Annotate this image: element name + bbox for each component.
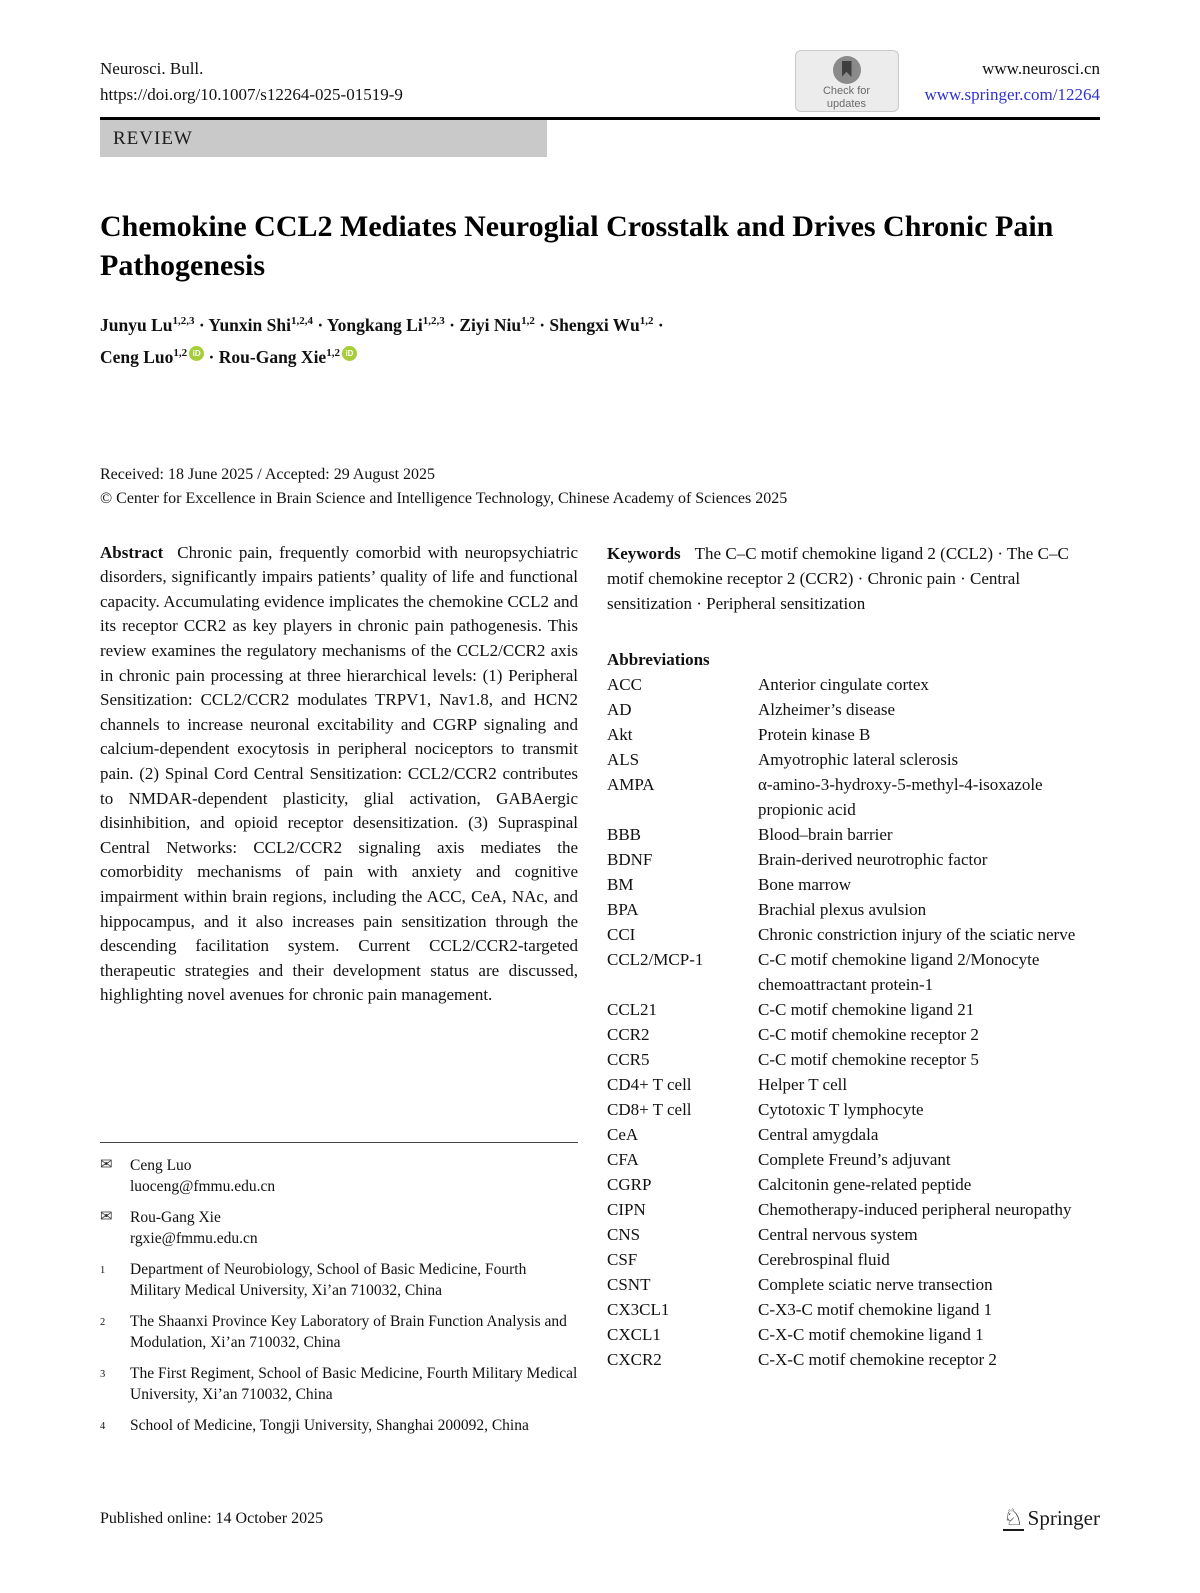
envelope-icon: ✉ bbox=[100, 1156, 113, 1173]
abbreviation-row bbox=[607, 1172, 1085, 1197]
keywords-paragraph bbox=[607, 541, 1085, 616]
abbreviation-row bbox=[607, 1347, 1085, 1372]
author: Yongkang Li$^{1,2,3}$ · bbox=[326, 314, 460, 335]
doi-link[interactable]: https://doi.org/10.1007/s12264-025-01519-9 bbox=[100, 85, 403, 104]
abbreviation-row bbox=[607, 897, 1085, 922]
author-affiliation-sup: 1,2 bbox=[521, 315, 535, 327]
abbreviation-term: AD bbox=[607, 699, 632, 719]
author-list bbox=[100, 307, 820, 371]
abbreviation-term: CFA bbox=[607, 1149, 639, 1169]
abbreviation-row bbox=[607, 872, 1085, 897]
journal-name: Neurosci. Bull. bbox=[100, 59, 204, 78]
page-header bbox=[100, 56, 1100, 112]
author: Shengxi Wu$^{1,2}$ · bbox=[549, 314, 664, 335]
springer-logo-text: Springer bbox=[1027, 1506, 1100, 1530]
author-name[interactable]: Rou-Gang Xie bbox=[218, 346, 327, 367]
abbreviation-row bbox=[607, 1122, 1085, 1147]
affiliation-item bbox=[100, 1259, 578, 1301]
orcid-icon[interactable]: iD bbox=[189, 346, 204, 361]
affiliation-number: 4 bbox=[100, 1420, 106, 1432]
abbreviation-row bbox=[607, 1272, 1085, 1297]
author-name[interactable]: Yunxin Shi bbox=[208, 314, 291, 335]
abbreviation-definition: Cerebrospinal fluid bbox=[758, 1249, 890, 1269]
abbreviation-definition: Cytotoxic T lymphocyte bbox=[758, 1099, 924, 1119]
abbreviation-definition: Brain-derived neurotrophic factor bbox=[758, 849, 988, 869]
abbreviation-term: CNS bbox=[607, 1224, 641, 1244]
affiliation-number: 2 bbox=[100, 1316, 106, 1328]
abbreviation-term: CCR2 bbox=[607, 1024, 650, 1044]
affiliation-item bbox=[100, 1311, 578, 1353]
abbreviation-definition: Calcitonin gene-related peptide bbox=[758, 1174, 972, 1194]
correspondence-item bbox=[100, 1207, 578, 1249]
author: Ceng Luo$^{1,2}$ iD · bbox=[100, 346, 219, 367]
author-affiliation-sup: 1,2 bbox=[173, 346, 188, 359]
affiliation-number: 3 bbox=[100, 1368, 106, 1380]
author: Junyu Lu$^{1,2,3}$ · bbox=[100, 314, 209, 335]
abbreviation-definition: Anterior cingulate cortex bbox=[758, 674, 929, 694]
abstract-text: Chronic pain, frequently comorbid with neuropsychiatric disorders, significantly impairs patients’ quality of life and functional capacity. Accumulating evidence implicates the chemokine CCL2 and its receptor CCR2 as key players in chronic pain pathogenesis. This review examines the regulatory mechanisms of the CCL2/CCR2 axis in chronic pain processing at three hierarchical levels: (1) Peripheral Sensitization: CCL2/CCR2 modulates TRPV1, Nav1.8, and HCN2 channels to increase neuronal excitability and CGRP signaling and calcium-dependent exocytosis in peripheral nociceptors to transmit pain. (2) Spinal Cord Central Sensitization: CCL2/CCR2 contributes to NMDAR-dependent plasticity, glial activation, GABAergic disinhibition, and opioid receptor desensitization. (3) Supraspinal Central Networks: CCL2/CCR2 signaling axis mediates the comorbidity mechanisms of pain with anxiety and cognitive impairment within brain regions, including the ACC, CeA, NAc, and hippocampus, and it also increases pain sensitization through the descending facilitation system. Current CCL2/CCR2-targeted therapeutic strategies and their development status are discussed, highlighting novel avenues for chronic pain management. bbox=[100, 542, 578, 1005]
abbreviation-row bbox=[607, 1222, 1085, 1247]
springer-logo bbox=[1003, 1506, 1100, 1531]
abbreviation-definition: Central amygdala bbox=[758, 1124, 879, 1144]
abbreviation-definition: Complete Freund’s adjuvant bbox=[758, 1149, 951, 1169]
abbreviation-row bbox=[607, 1197, 1085, 1222]
abbreviation-term: CGRP bbox=[607, 1174, 652, 1194]
affiliation-item bbox=[100, 1363, 578, 1405]
abbreviation-term: CCL21 bbox=[607, 999, 658, 1019]
abbreviation-row bbox=[607, 922, 1085, 947]
abbreviation-term: CX3CL1 bbox=[607, 1299, 670, 1319]
article-type-banner bbox=[100, 120, 547, 157]
affiliation-text: School of Medicine, Tongji University, Shanghai 200092, China bbox=[130, 1416, 529, 1434]
abbreviation-definition: Helper T cell bbox=[758, 1074, 848, 1094]
abbreviation-term: AMPA bbox=[607, 774, 655, 794]
author-name[interactable]: Ceng Luo bbox=[100, 346, 174, 367]
copyright-line: © Center for Excellence in Brain Science and Intelligence Technology, Chinese Academy of Sciences 2025 bbox=[100, 489, 788, 507]
abbreviation-row bbox=[607, 1147, 1085, 1172]
abbreviation-term: CSF bbox=[607, 1249, 638, 1269]
abbreviation-definition: Alzheimer’s disease bbox=[758, 699, 896, 719]
bookmark-icon bbox=[833, 56, 861, 84]
received-accepted-line: Received: 18 June 2025 / Accepted: 29 August 2025 bbox=[100, 465, 436, 483]
abbreviation-definition: C-X-C motif chemokine ligand 1 bbox=[758, 1324, 984, 1344]
abbreviation-definition: C-C motif chemokine ligand 2/Monocyte chemoattractant protein-1 bbox=[758, 949, 1040, 994]
correspondent-email[interactable]: luoceng@fmmu.edu.cn bbox=[130, 1177, 276, 1195]
published-online-line: Published online: 14 October 2025 bbox=[100, 1509, 324, 1527]
abbreviation-definition: C-C motif chemokine receptor 2 bbox=[758, 1024, 979, 1044]
right-column bbox=[607, 541, 1085, 1447]
author-affiliation-sup: 1,2 bbox=[326, 346, 340, 359]
author-name[interactable]: Shengxi Wu bbox=[549, 314, 640, 335]
orcid-icon[interactable]: iD bbox=[342, 346, 357, 361]
correspondence-list bbox=[100, 1155, 578, 1249]
abbreviation-term: CXCL1 bbox=[607, 1324, 661, 1344]
keywords-text: The C–C motif chemokine ligand 2 (CCL2) · The C–C motif chemokine receptor 2 (CCR2) · Chronic pain · Central sensitization · Peripheral sensitization bbox=[607, 543, 1069, 613]
article-type-label: REVIEW bbox=[113, 127, 193, 149]
check-for-updates-label: Check for updates bbox=[822, 85, 871, 110]
abbreviation-term: CIPN bbox=[607, 1199, 646, 1219]
author-affiliation-sup: 1,2,3 bbox=[422, 315, 445, 327]
abstract-paragraph bbox=[100, 541, 578, 1008]
abbreviation-term: ALS bbox=[607, 749, 640, 769]
abbreviation-definition: α-amino-3-hydroxy-5-methyl-4-isoxazole propionic acid bbox=[758, 774, 1043, 819]
affiliation-text: Department of Neurobiology, School of Basic Medicine, Fourth Military Medical University, Xi’an 710032, China bbox=[130, 1260, 527, 1299]
abstract-label: Abstract bbox=[100, 542, 164, 562]
abbreviation-term: Akt bbox=[607, 724, 633, 744]
header-right bbox=[795, 56, 1101, 112]
abbreviation-row bbox=[607, 722, 1085, 747]
abbreviation-row bbox=[607, 697, 1085, 722]
envelope-icon: ✉ bbox=[100, 1208, 113, 1225]
affiliation-number: 1 bbox=[100, 1264, 106, 1276]
abbreviation-row bbox=[607, 772, 1085, 822]
author-name[interactable]: Ziyi Niu bbox=[459, 314, 522, 335]
left-column bbox=[100, 541, 578, 1447]
affiliation-item bbox=[100, 1415, 578, 1437]
correspondence-item bbox=[100, 1155, 578, 1197]
author-affiliation-sup: 1,2,4 bbox=[290, 315, 313, 327]
footnote-rule bbox=[100, 1142, 578, 1143]
abbreviation-definition: Chronic constriction injury of the sciatic nerve bbox=[758, 924, 1076, 944]
abbreviation-row bbox=[607, 1097, 1085, 1122]
abbreviation-definition: Central nervous system bbox=[758, 1224, 918, 1244]
keywords-label: Keywords bbox=[607, 543, 681, 563]
abbreviation-definition: Complete sciatic nerve transection bbox=[758, 1274, 993, 1294]
abbreviation-definition: C-X3-C motif chemokine ligand 1 bbox=[758, 1299, 993, 1319]
abbreviation-row bbox=[607, 1047, 1085, 1072]
author-name[interactable]: Yongkang Li bbox=[326, 314, 423, 335]
abbreviation-term: CCI bbox=[607, 924, 636, 944]
abbreviation-definition: Protein kinase B bbox=[758, 724, 871, 744]
abbreviation-term: CSNT bbox=[607, 1274, 651, 1294]
abbreviation-row bbox=[607, 847, 1085, 872]
abbreviation-term: ACC bbox=[607, 674, 642, 694]
abbreviation-row bbox=[607, 1022, 1085, 1047]
neurosci-url[interactable]: www.neurosci.cn bbox=[982, 59, 1100, 78]
abbreviation-definition: Chemotherapy-induced peripheral neuropathy bbox=[758, 1199, 1072, 1219]
abbreviation-row bbox=[607, 1072, 1085, 1097]
abbreviation-row bbox=[607, 822, 1085, 847]
abbreviation-row bbox=[607, 1322, 1085, 1347]
abbreviations-heading: Abbreviations bbox=[607, 649, 710, 669]
check-for-updates-badge[interactable] bbox=[795, 50, 899, 112]
author bbox=[219, 347, 357, 367]
correspondent-email[interactable]: rgxie@fmmu.edu.cn bbox=[130, 1229, 258, 1247]
abbreviations-list bbox=[607, 672, 1085, 1372]
abbreviation-definition: C-C motif chemokine receptor 5 bbox=[758, 1049, 979, 1069]
springer-knight-icon: ♘ bbox=[1003, 1504, 1024, 1530]
abbreviation-row bbox=[607, 747, 1085, 772]
journal-info bbox=[100, 56, 403, 108]
abbreviation-term: CeA bbox=[607, 1124, 639, 1144]
page-footer bbox=[100, 1506, 1100, 1531]
abbreviation-term: CXCR2 bbox=[607, 1349, 662, 1369]
abbreviation-definition: Amyotrophic lateral sclerosis bbox=[758, 749, 959, 769]
abbreviation-definition: Blood–brain barrier bbox=[758, 824, 893, 844]
abbreviation-row bbox=[607, 672, 1085, 697]
abbreviation-definition: Bone marrow bbox=[758, 874, 852, 894]
springer-url-link[interactable]: www.springer.com/12264 bbox=[924, 85, 1100, 104]
abbreviation-term: BPA bbox=[607, 899, 639, 919]
correspondent-name: Ceng Luo bbox=[130, 1156, 192, 1174]
two-column-body bbox=[100, 541, 1100, 1447]
abbreviation-row bbox=[607, 997, 1085, 1022]
author: Yunxin Shi$^{1,2,4}$ · bbox=[208, 314, 327, 335]
abbreviation-term: CCL2/MCP-1 bbox=[607, 949, 704, 969]
abbreviation-term: BBB bbox=[607, 824, 642, 844]
author-affiliation-sup: 1,2,3 bbox=[172, 315, 195, 327]
abbreviation-term: BM bbox=[607, 874, 634, 894]
abbreviation-definition: C-C motif chemokine ligand 21 bbox=[758, 999, 975, 1019]
abbreviation-term: CD8+ T cell bbox=[607, 1099, 692, 1119]
article-title: Chemokine CCL2 Mediates Neuroglial Crosstalk and Drives Chronic Pain Pathogenesis bbox=[100, 210, 1054, 282]
abbreviation-term: CCR5 bbox=[607, 1049, 650, 1069]
author: Ziyi Niu$^{1,2}$ · bbox=[459, 314, 550, 335]
affiliation-list bbox=[100, 1259, 578, 1437]
abbreviation-row bbox=[607, 947, 1085, 997]
abbreviation-row bbox=[607, 1297, 1085, 1322]
author-name[interactable]: Junyu Lu bbox=[100, 314, 173, 335]
abbreviation-row bbox=[607, 1247, 1085, 1272]
abbreviation-term: BDNF bbox=[607, 849, 653, 869]
abbreviation-definition: Brachial plexus avulsion bbox=[758, 899, 927, 919]
abbreviation-definition: C-X-C motif chemokine receptor 2 bbox=[758, 1349, 997, 1369]
affiliation-text: The Shaanxi Province Key Laboratory of Brain Function Analysis and Modulation, Xi’an 710032, China bbox=[130, 1312, 567, 1351]
abbreviation-term: CD4+ T cell bbox=[607, 1074, 692, 1094]
journal-urls bbox=[925, 56, 1101, 108]
author-affiliation-sup: 1,2 bbox=[639, 315, 654, 327]
correspondent-name: Rou-Gang Xie bbox=[130, 1208, 221, 1226]
footnotes-block bbox=[100, 1142, 578, 1447]
affiliation-text: The First Regiment, School of Basic Medicine, Fourth Military Medical University, Xi’an 710032, China bbox=[130, 1364, 578, 1403]
